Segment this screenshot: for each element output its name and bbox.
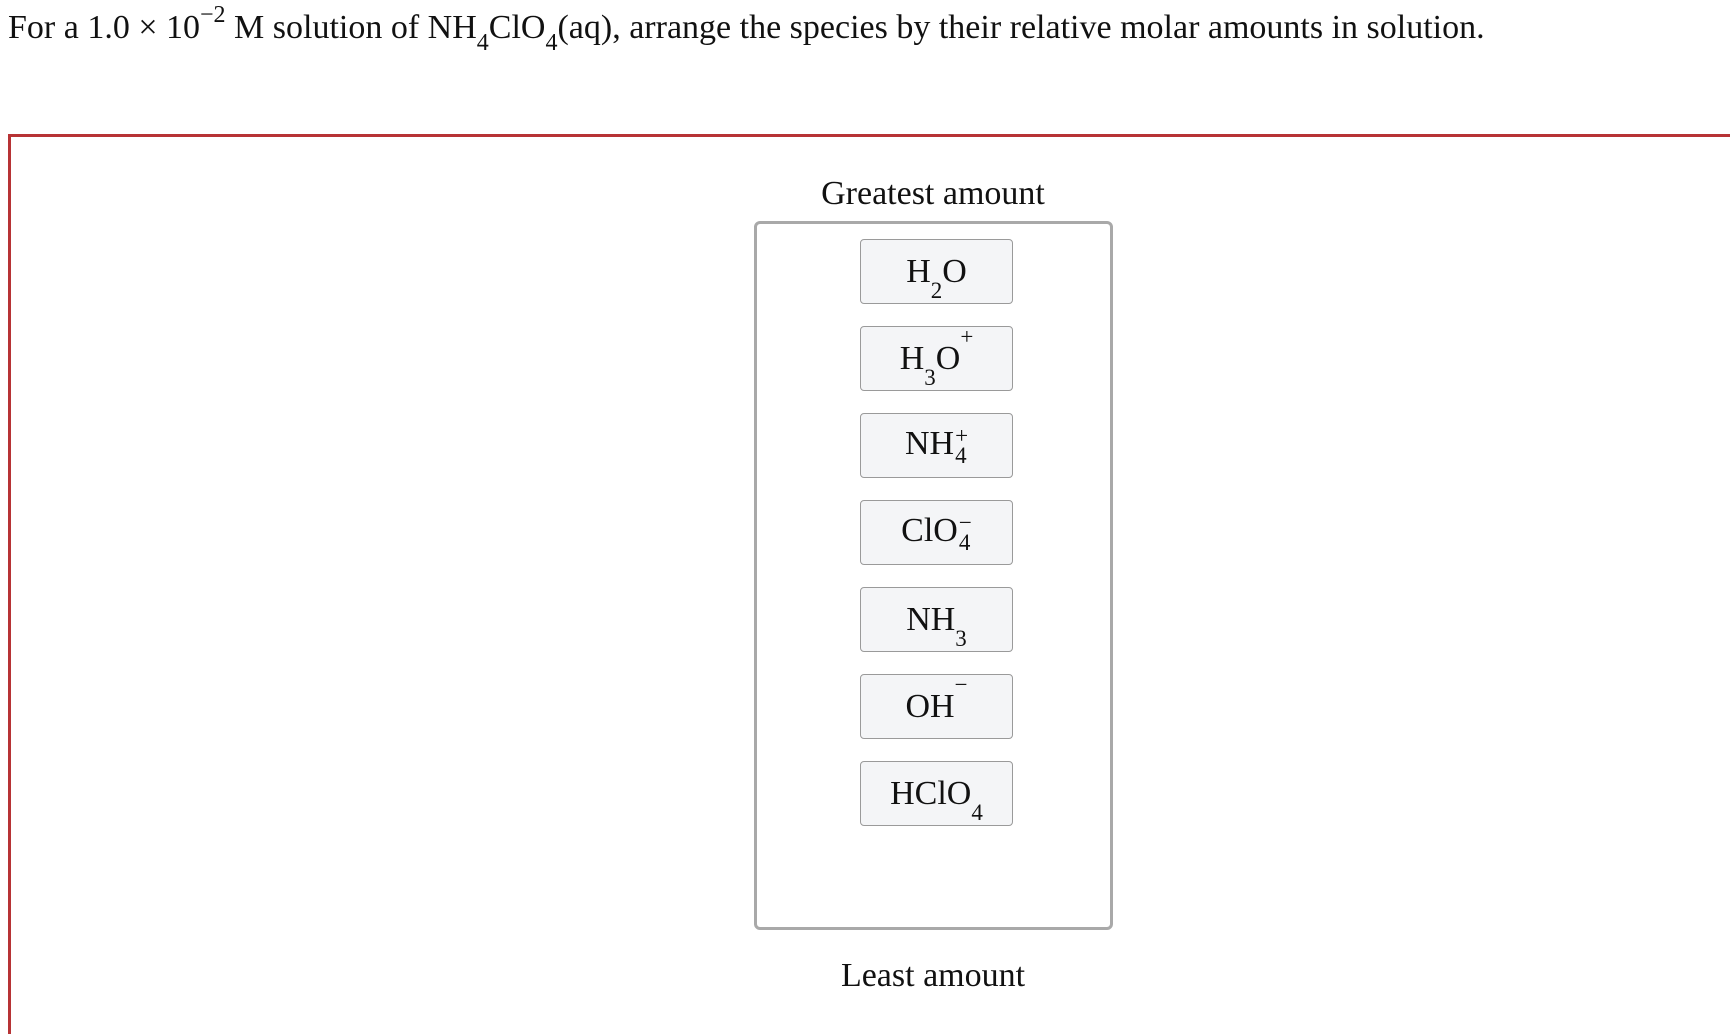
species-chip-nh4-plus[interactable]: NH + 4 xyxy=(860,413,1013,478)
least-amount-label: Least amount xyxy=(840,957,1026,994)
species-chip-nh3[interactable]: $NH_3$ xyxy=(860,587,1013,652)
species-chip-hclo4[interactable]: HClO$_4$ xyxy=(860,761,1013,826)
species-chip-h3o-plus[interactable]: $H_3O^+$ xyxy=(860,326,1013,391)
greatest-amount-label: Greatest amount xyxy=(821,175,1045,212)
ranking-drop-zone[interactable] xyxy=(754,221,1113,930)
species-chip-oh-minus[interactable]: OH− xyxy=(860,674,1013,739)
species-chip-clo4-minus[interactable]: ClO − 4 xyxy=(860,500,1013,565)
question-text: For a $1.0 \times 10^{-2}$ M solution of $NH_4ClO_4(aq)$, arrange the species by their relative molar amounts in solution. xyxy=(8,1,1485,56)
species-chip-h2o[interactable]: $H_2O$ xyxy=(860,239,1013,304)
